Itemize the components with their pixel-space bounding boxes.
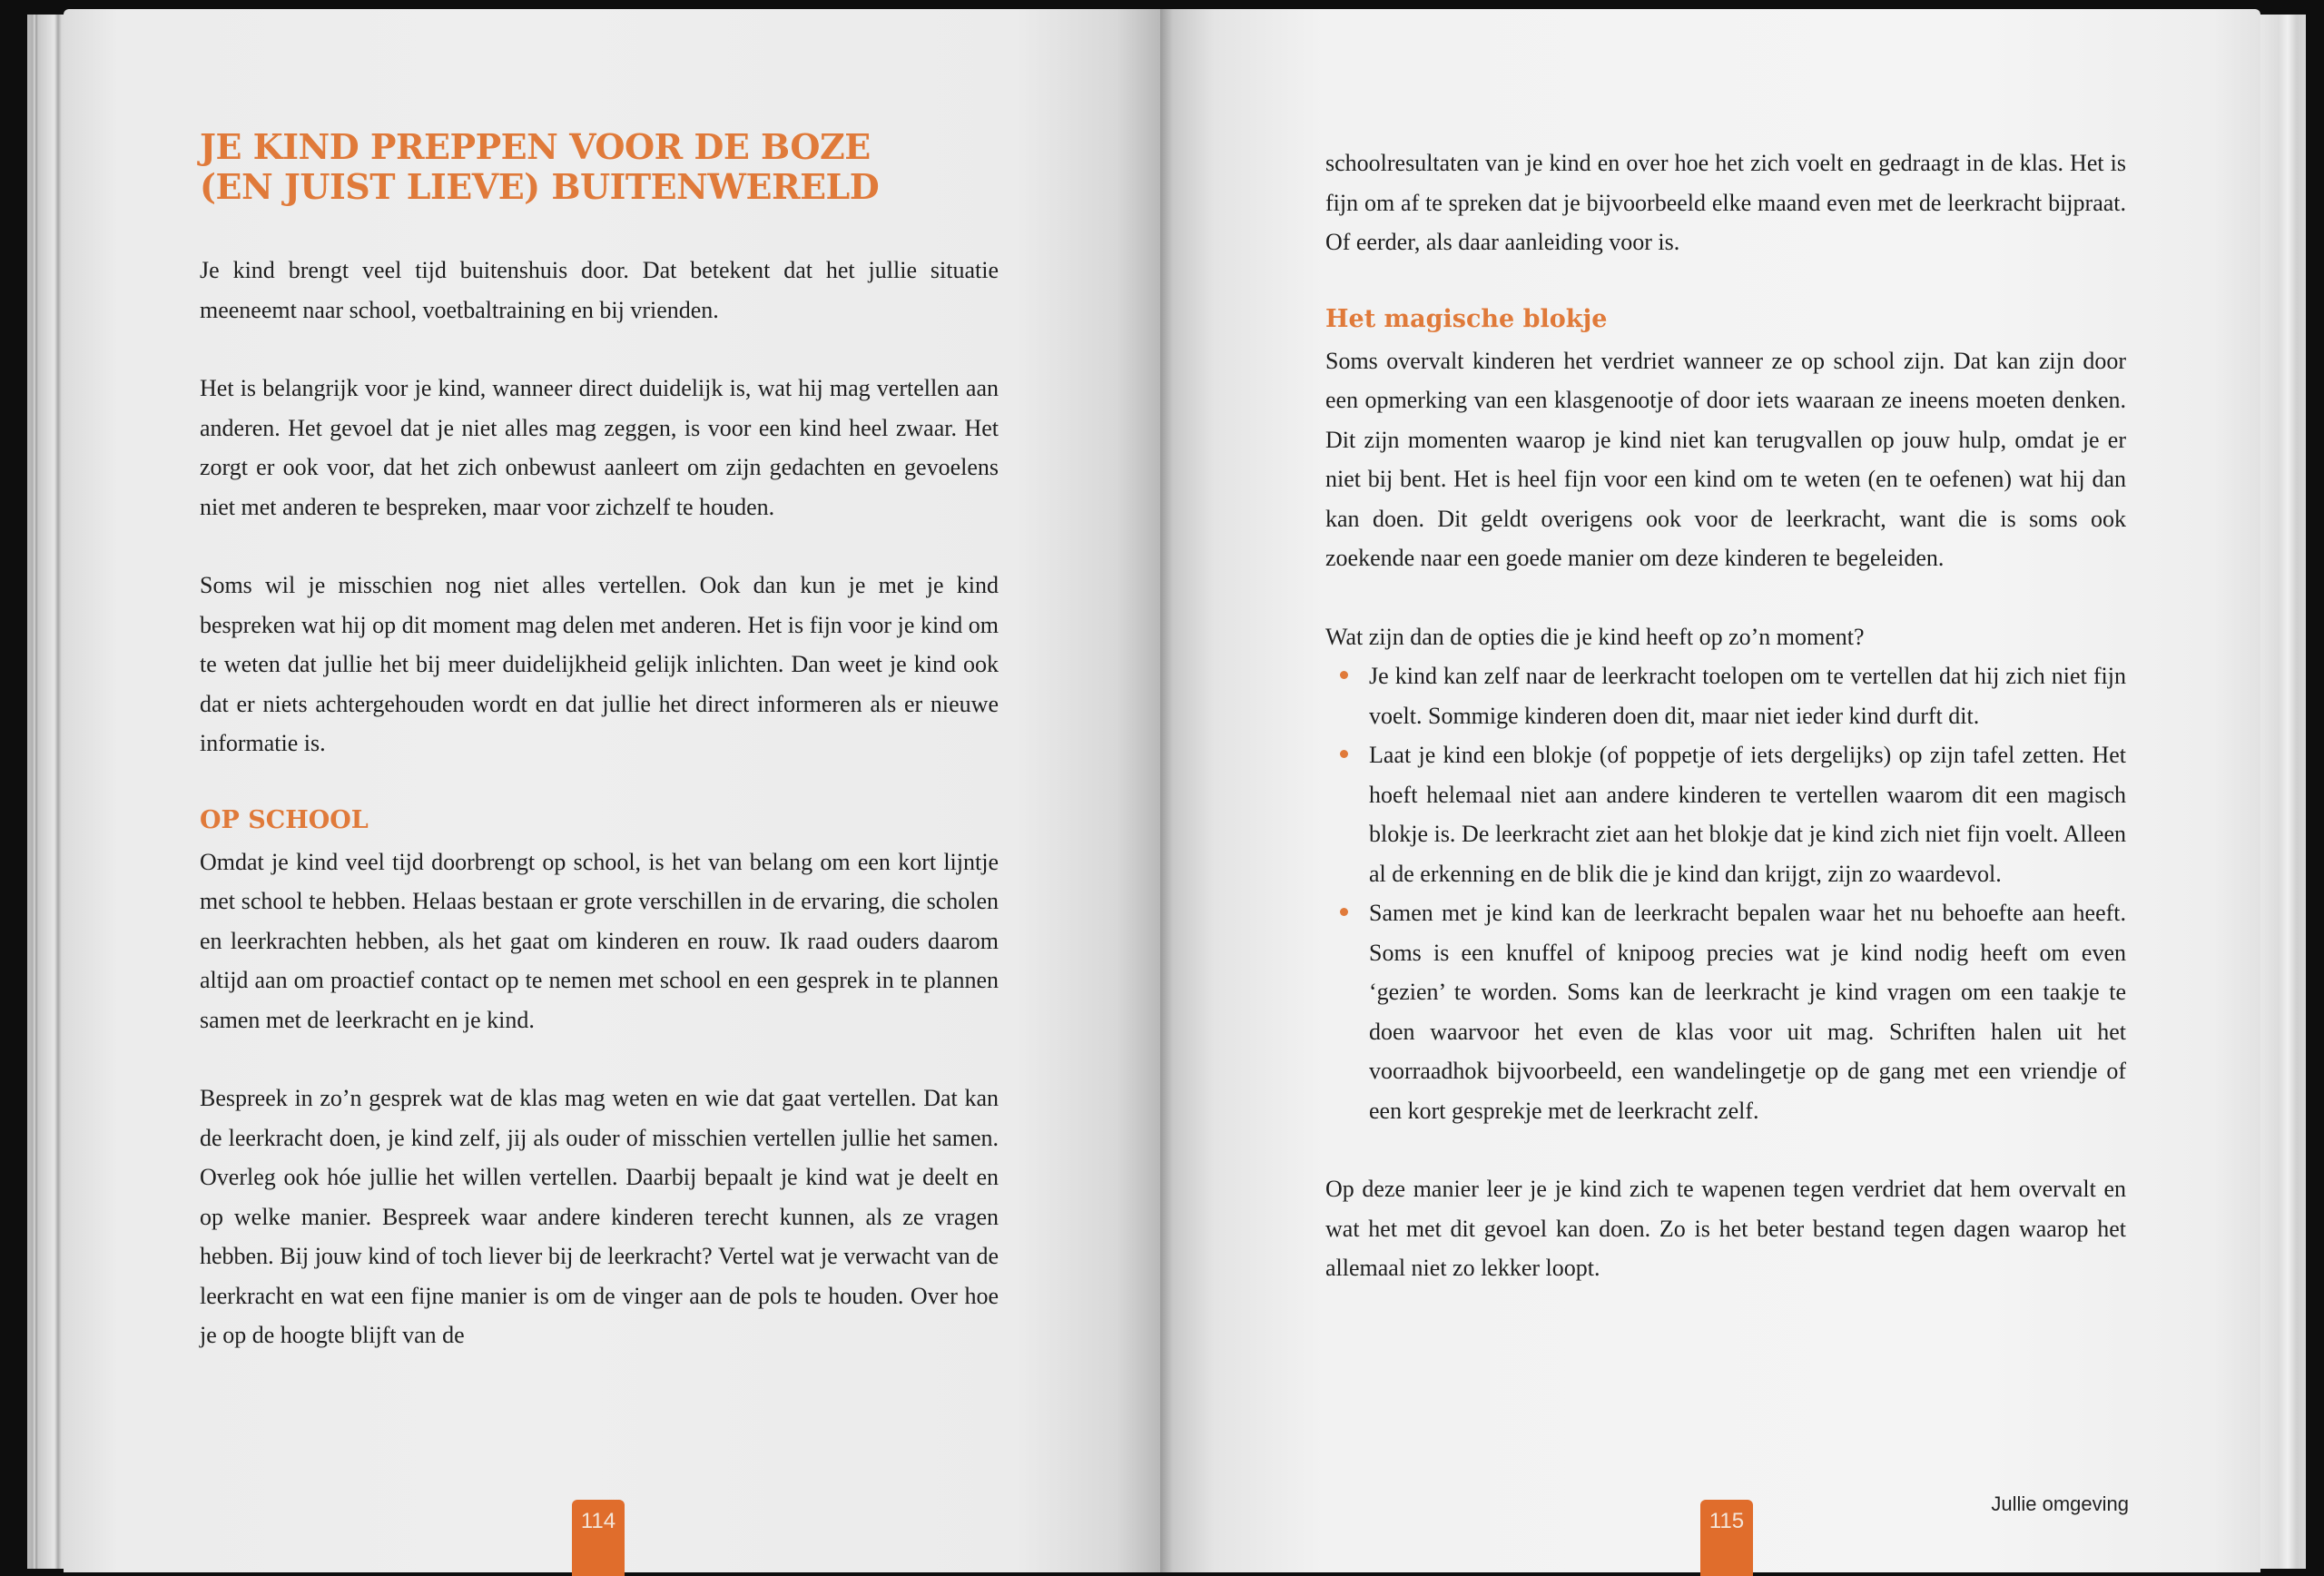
question-line: Wat zijn dan de opties die je kind heeft op zo’n moment? [1325,623,1865,650]
paragraph: Op deze manier leer je je kind zich te wapenen tegen verdriet dat hem overvalt en wat het met dit gevoel kan doen. Zo is het beter bestand tegen dagen waarop het allemaal niet zo lekker loopt. [1325,1176,2126,1281]
list-item-text: Laat je kind een blokje (of poppetje of iets dergelijks) op zijn tafel zetten. Het hoeft helemaal niet aan andere kinderen te vertellen waarom dit een magisch blokje is. De leerkracht ziet aan het blokje dat je kind zich niet fijn voelt. Alleen al de erkenning en de blik die je kind dan krijgt, zijn zo waardevol. [1369,742,2126,887]
page-number-tab-right [1700,1500,1753,1576]
list-item [1325,656,2126,735]
chapter-title [200,127,999,207]
running-head: Jullie omgeving [1991,1492,2129,1515]
paragraph: Omdat je kind veel tijd doorbrengt op school, is het van belang om een kort lijntje met school te hebben. Helaas bestaan er grote verschillen in de ervaring, die scholen en leerkrachten hebben, als het gaat om kinderen en rouw. Ik raad ouders daarom altijd aan om proactief contact op te nemen met school en een gesprek in te plannen samen met de leerkracht en je kind. [200,848,999,1033]
chapter-title-line-1: JE KIND PREPPEN VOOR DE BOZE [200,126,871,167]
paragraph: Bespreek in zo’n gesprek wat de klas mag weten en wie dat gaat vertellen. Dat kan de leerkracht doen, je kind zelf, jij als ouder of misschien vertellen jullie het samen. Overleg ook hóe jullie het willen vertellen. Daarbij bepaalt je kind wat je deelt en op welke manier. Bespreek waar andere kinderen terecht kunnen, als ze vragen hebben. Bij jouw kind of toch liever bij de leerkracht? Vertel wat je verwacht van de leerkracht en wat een fijne manier is om de vinger aan de pols te houden. Over hoe je op de hoogte blijft van de [200,1085,999,1348]
section-heading-magische-blokje: Het magische blokje [1325,304,1608,333]
list-item [1325,735,2126,893]
paragraph: Het is belangrijk voor je kind, wanneer direct duidelijk is, wat hij mag vertellen aan anderen. Het gevoel dat je niet alles mag zeggen, is voor een kind heel zwaar. Het zorgt er ook voor, dat het zich onbewust aanleert om zijn gedachten en gevoelens niet met anderen te bespreken, maar voor zichzelf te houden. [200,375,999,520]
section-heading-op-school: OP SCHOOL [200,805,369,834]
page-number: 114 [580,1509,616,1533]
list-item-text: Samen met je kind kan de leerkracht bepalen waar het nu behoefte aan heeft. Soms is een knuffel of knipoog precies wat je kind nodig heeft om even ‘gezien’ te worden. Soms kan de leerkracht je kind vragen om een taakje te doen waarvoor het even de klas voor uit mag. Schriften halen uit het voorraadhok bijvoorbeeld, een wandelingetje op de gang met een vriendje of een kort gesprekje met de leerkracht zelf. [1369,900,2126,1124]
page-number: 115 [1709,1509,1745,1533]
options-list [1325,656,2126,1130]
list-item-text: Je kind kan zelf naar de leerkracht toelopen om te vertellen dat hij zich niet fijn voelt. Sommige kinderen doen dit, maar niet ieder kind durft dit. [1369,663,2126,729]
right-page-content [1325,143,2126,1288]
bullet-dot-icon [1340,908,1348,916]
chapter-title-line-2: (EN JUIST LIEVE) BUITENWERELD [200,166,880,207]
list-item [1325,893,2126,1130]
paragraph: Je kind brengt veel tijd buitenshuis door. Dat betekent dat het jullie situatie meeneemt naar school, voetbaltraining en bij vrienden. [200,257,999,323]
page-number-tab-left [572,1500,625,1576]
paragraph: Soms wil je misschien nog niet alles vertellen. Ook dan kun je met je kind bespreken wat hij op dit moment mag delen met anderen. Het is fijn voor je kind om te weten dat jullie het bij meer duidelijkheid gelijk inlichten. Dan weet je kind ook dat er niets achtergehouden wordt en dat jullie het direct informeren als er nieuwe informatie is. [200,572,999,756]
bullet-dot-icon [1340,750,1348,758]
left-page-content [200,127,999,1355]
paragraph: Soms overvalt kinderen het verdriet wanneer ze op school zijn. Dat kan zijn door een opmerking van een klasgenootje of door iets waaraan ze ineens moeten denken. Dit zijn momenten waarop je kind niet kan terugvallen op jouw hulp, omdat je er niet bij bent. Het is heel fijn voor een kind om te weten (en te oefenen) wat hij dan kan doen. Dit geldt overigens ook voor de leerkracht, want die is soms ook zoekende naar een goede manier om deze kinderen te begeleiden. [1325,347,2126,571]
bullet-dot-icon [1340,671,1348,679]
paragraph: schoolresultaten van je kind en over hoe het zich voelt en gedraagt in de klas. Het is fijn om af te spreken dat je bijvoorbeeld elke maand even met de leerkracht bijpraat. Of eerder, als daar aanleiding voor is. [1325,150,2126,255]
